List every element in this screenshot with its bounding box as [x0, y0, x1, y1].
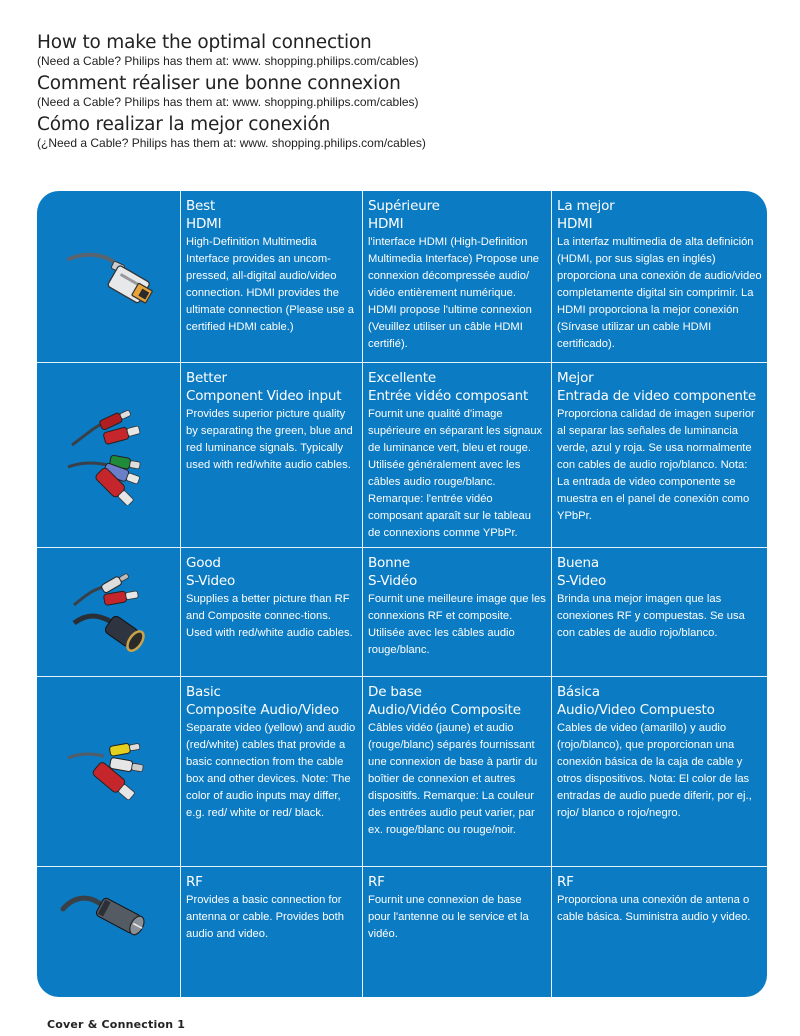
connection-type: HDMI: [186, 216, 222, 232]
table-row-s-video: [37, 548, 767, 677]
icon-cell: [37, 677, 181, 866]
description: Provides a basic connection for antenna or cable. Provides both audio and video.: [186, 894, 344, 940]
connection-type: RF: [368, 874, 385, 890]
description: Proporciona una conexión de antena o cable básica. Suministra audio y video.: [557, 894, 751, 923]
hdmi-cable-icon: [37, 191, 180, 362]
connection-type: S-Video: [557, 573, 607, 589]
connection-type: Audio/Video Compuesto: [557, 702, 715, 718]
cell-spanish: [552, 548, 767, 676]
connection-type: HDMI: [368, 216, 404, 232]
heading-spanish: [37, 114, 777, 151]
rank-label: Basic: [186, 684, 221, 700]
table-row-hdmi: [37, 191, 767, 363]
description: Provides superior picture quality by separating the green, blue and red luminance signals. Typically used with red/white audio cables.: [186, 408, 353, 471]
heading-title: Comment réaliser une bonne connexion: [37, 73, 401, 94]
description: La interfaz multimedia de alta definición (HDMI, por sus siglas en inglés) proporciona una conexión de audio/video completamente digital sin comprimir. La HDMI proporciona la mejor conexión (Sírvase utilizar un cable HDMI certificado).: [557, 236, 762, 350]
heading-title: How to make the optimal connection: [37, 32, 372, 53]
cell-spanish: [552, 191, 767, 362]
rank-label: De base: [368, 684, 422, 700]
rank-label: Good: [186, 555, 221, 571]
rank-label: Supérieure: [368, 198, 440, 214]
page-footer: Cover & Connection 1: [47, 1018, 186, 1031]
cell-french: [363, 191, 552, 362]
description: Proporciona calidad de imagen superior al separar las señales de luminancia verde, azul y roja. Se usa normalmente con cables de audio rojo/blanco. Nota: La entrada de video componente se muestra en el panel de conexión como YPbPr.: [557, 408, 755, 522]
s-video-cable-icon: [37, 548, 180, 676]
rf-coax-cable-icon: [37, 867, 180, 997]
connection-type: Composite Audio/Video: [186, 702, 339, 718]
description: Câbles vidéo (jaune) et audio (rouge/blanc) séparés fournissant une connexion de base à partir du boîtier de connexion et autres dispositifs. Remarque: La couleur des entrées audio peut varier, par ex. rouge/blanc ou rouge/noir.: [368, 722, 538, 836]
icon-cell: [37, 363, 181, 547]
heading-subtitle: (Need a Cable? Philips has them at: www. shopping.philips.com/cables): [37, 54, 419, 68]
description: Fournit une qualité d'image supérieure en séparant les signaux de luminance vert, bleu et rouge. Utilisée généralement avec les câbles audio rouge/blanc. Remarque: l'entrée vidéo composant aparaît sur le tableau de connexions comme YPbPr.: [368, 408, 543, 539]
cell-english: [181, 677, 363, 866]
connection-type: S-Video: [186, 573, 236, 589]
description: l'interface HDMI (High-Definition Multimedia Interface) Propose une connexion décompressée audio/ vidéo entièrement numérique. HDMI propose l'ultime connexion (Veuillez utiliser un câble HDMI certifié).: [368, 236, 540, 350]
icon-cell: [37, 191, 181, 362]
composite-av-cable-icon: [37, 677, 180, 866]
cell-french: [363, 363, 552, 547]
connection-type: RF: [186, 874, 203, 890]
heading-subtitle: (Need a Cable? Philips has them at: www. shopping.philips.com/cables): [37, 95, 419, 109]
rank-label: Bonne: [368, 555, 410, 571]
icon-cell: [37, 548, 181, 676]
rank-label: Best: [186, 198, 216, 214]
description: Fournit une connexion de base pour l'antenne ou le service et la vidéo.: [368, 894, 529, 940]
page-headings: [37, 32, 777, 155]
rank-label: Excellente: [368, 370, 436, 386]
rank-label: La mejor: [557, 198, 615, 214]
icon-cell: [37, 867, 181, 997]
table-row-composite: [37, 677, 767, 867]
heading-subtitle: (¿Need a Cable? Philips has them at: www. shopping.philips.com/cables): [37, 136, 426, 150]
heading-title: Cómo realizar la mejor conexión: [37, 114, 331, 135]
description: Supplies a better picture than RF and Composite connec-tions. Used with red/white audio cables.: [186, 593, 353, 639]
cell-french: [363, 677, 552, 866]
description: Fournit une meilleure image que les connexions RF et composite. Utilisée avec les câbles audio rouge/blanc.: [368, 593, 546, 656]
description: Cables de video (amarillo) y audio (rojo/blanco), que proporcionan una conexión básica de la caja de cable y otros dispositivos. Nota: El color de las entradas de audio puede diferir, por ej., rojo/ blanco o rojo/negro.: [557, 722, 752, 819]
table-row-component: [37, 363, 767, 548]
table-row-rf: [37, 867, 767, 997]
cell-spanish: [552, 867, 767, 997]
description: Brinda una mejor imagen que las conexiones RF y compuestas. Se usa con cables de audio rojo/blanco.: [557, 593, 745, 639]
connection-type: RF: [557, 874, 574, 890]
connection-type: Audio/Vidéo Composite: [368, 702, 521, 718]
component-video-cable-icon: [37, 363, 180, 547]
connection-table: [37, 191, 767, 997]
cell-english: [181, 191, 363, 362]
connection-type: Component Video input: [186, 388, 342, 404]
rank-label: Mejor: [557, 370, 594, 386]
connection-type: S-Vidéo: [368, 573, 418, 589]
rank-label: Básica: [557, 684, 600, 700]
cell-french: [363, 867, 552, 997]
connection-type: Entrada de video componente: [557, 388, 756, 404]
cell-english: [181, 548, 363, 676]
rank-label: Buena: [557, 555, 599, 571]
cell-english: [181, 867, 363, 997]
cell-english: [181, 363, 363, 547]
cell-spanish: [552, 677, 767, 866]
description: High-Definition Multimedia Interface provides an uncom-pressed, all-digital audio/video connection. HDMI provides the ultimate connection (Please use a certified HDMI cable.): [186, 236, 354, 333]
cell-spanish: [552, 363, 767, 547]
heading-french: [37, 73, 777, 110]
connection-type: HDMI: [557, 216, 593, 232]
description: Separate video (yellow) and audio (red/white) cables that provide a basic connection from the cable box and other devices. Note: The color of audio inputs may differ, e.g. red/ white or red/ black.: [186, 722, 356, 819]
connection-type: Entrée vidéo composant: [368, 388, 529, 404]
cell-french: [363, 548, 552, 676]
heading-english: [37, 32, 777, 69]
rank-label: Better: [186, 370, 227, 386]
